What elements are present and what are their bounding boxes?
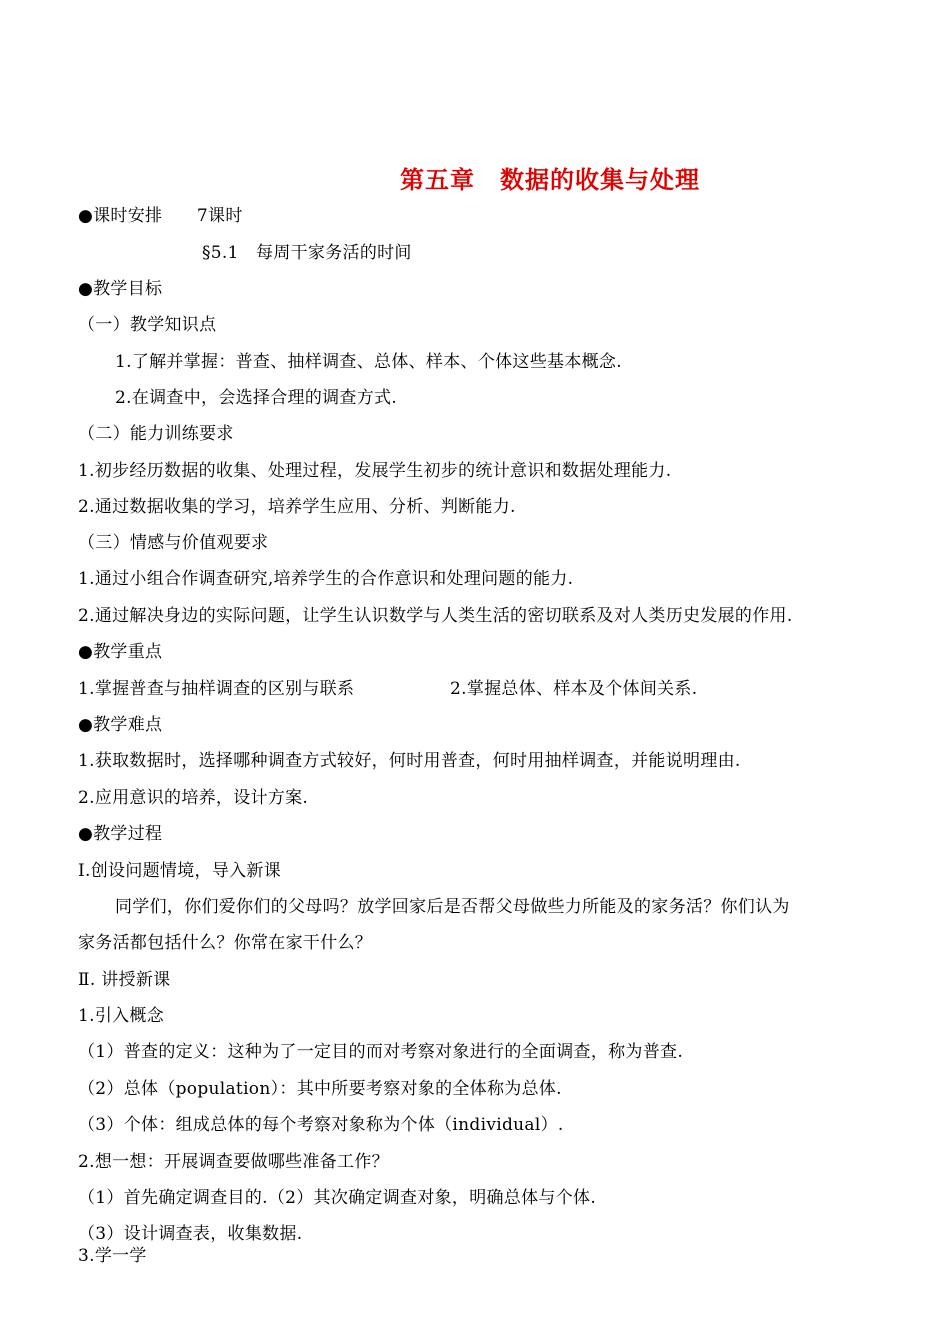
subheading-ability: （二）能力训练要求 [78,424,234,444]
prep-step-3: （3）设计调查表，收集数据. [78,1224,303,1244]
prep-steps-1-2: （1）首先确定调查目的.（2）其次确定调查对象，明确总体与个体. [78,1188,597,1208]
knowledge-item-2: 2.在调查中，会选择合理的调查方式. [115,388,398,408]
process-step-2-title: Ⅱ. 讲授新课 [78,970,171,990]
think-heading: 2.想一想：开展调查要做哪些准备工作？ [78,1152,389,1172]
intro-paragraph-line-1: 同学们，你们爱你们的父母吗？放学回家后是否帮父母做些力所能及的家务活？你们认为 [115,897,790,917]
difficulty-item-1: 1.获取数据时，选择哪种调查方式较好，何时用普查，何时用抽样调查，并能说明理由. [78,751,741,771]
definition-census: （1）普查的定义：这种为了一定目的而对考察对象进行的全面调查，称为普查. [78,1042,684,1062]
subheading-values: （三）情感与价值观要求 [78,533,269,553]
intro-paragraph-line-2: 家务活都包括什么？你常在家干什么？ [78,933,373,953]
ability-item-1: 1.初步经历数据的收集、处理过程，发展学生初步的统计意识和数据处理能力. [78,461,672,481]
values-item-2: 2.通过解决身边的实际问题，让学生认识数学与人类生活的密切联系及对人类历史发展的作用. [78,606,793,626]
definition-individual: （3）个体：组成总体的每个考察对象称为个体（individual）. [78,1115,564,1135]
key-point-1: 1.掌握普查与抽样调查的区别与联系 [78,679,355,699]
process-step-1-title: Ⅰ.创设问题情境，导入新课 [78,861,282,881]
chapter-title: 第五章 数据的收集与处理 [400,166,700,194]
class-hours-line: ●课时安排 7课时 [78,206,243,226]
definition-population: （2）总体（population）：其中所要考察对象的全体称为总体. [78,1079,562,1099]
ability-item-2: 2.通过数据收集的学习，培养学生应用、分析、判断能力. [78,497,516,517]
heading-teaching-goals: ●教学目标 [78,279,163,299]
difficulty-item-2: 2.应用意识的培养，设计方案. [78,788,309,808]
knowledge-item-1: 1.了解并掌握：普查、抽样调查、总体、样本、个体这些基本概念. [115,352,622,372]
heading-difficulties: ●教学难点 [78,715,163,735]
heading-process: ●教学过程 [78,824,163,844]
learn-heading: 3.学一学 [78,1246,147,1266]
section-heading: §5.1 每周干家务活的时间 [202,243,412,263]
subheading-knowledge: （一）教学知识点 [78,315,217,335]
heading-key-points: ●教学重点 [78,642,163,662]
values-item-1: 1.通过小组合作调查研究,培养学生的合作意识和处理问题的能力. [78,569,574,589]
concept-intro-heading: 1.引入概念 [78,1006,165,1026]
key-point-2: 2.掌握总体、样本及个体间关系. [450,679,698,699]
